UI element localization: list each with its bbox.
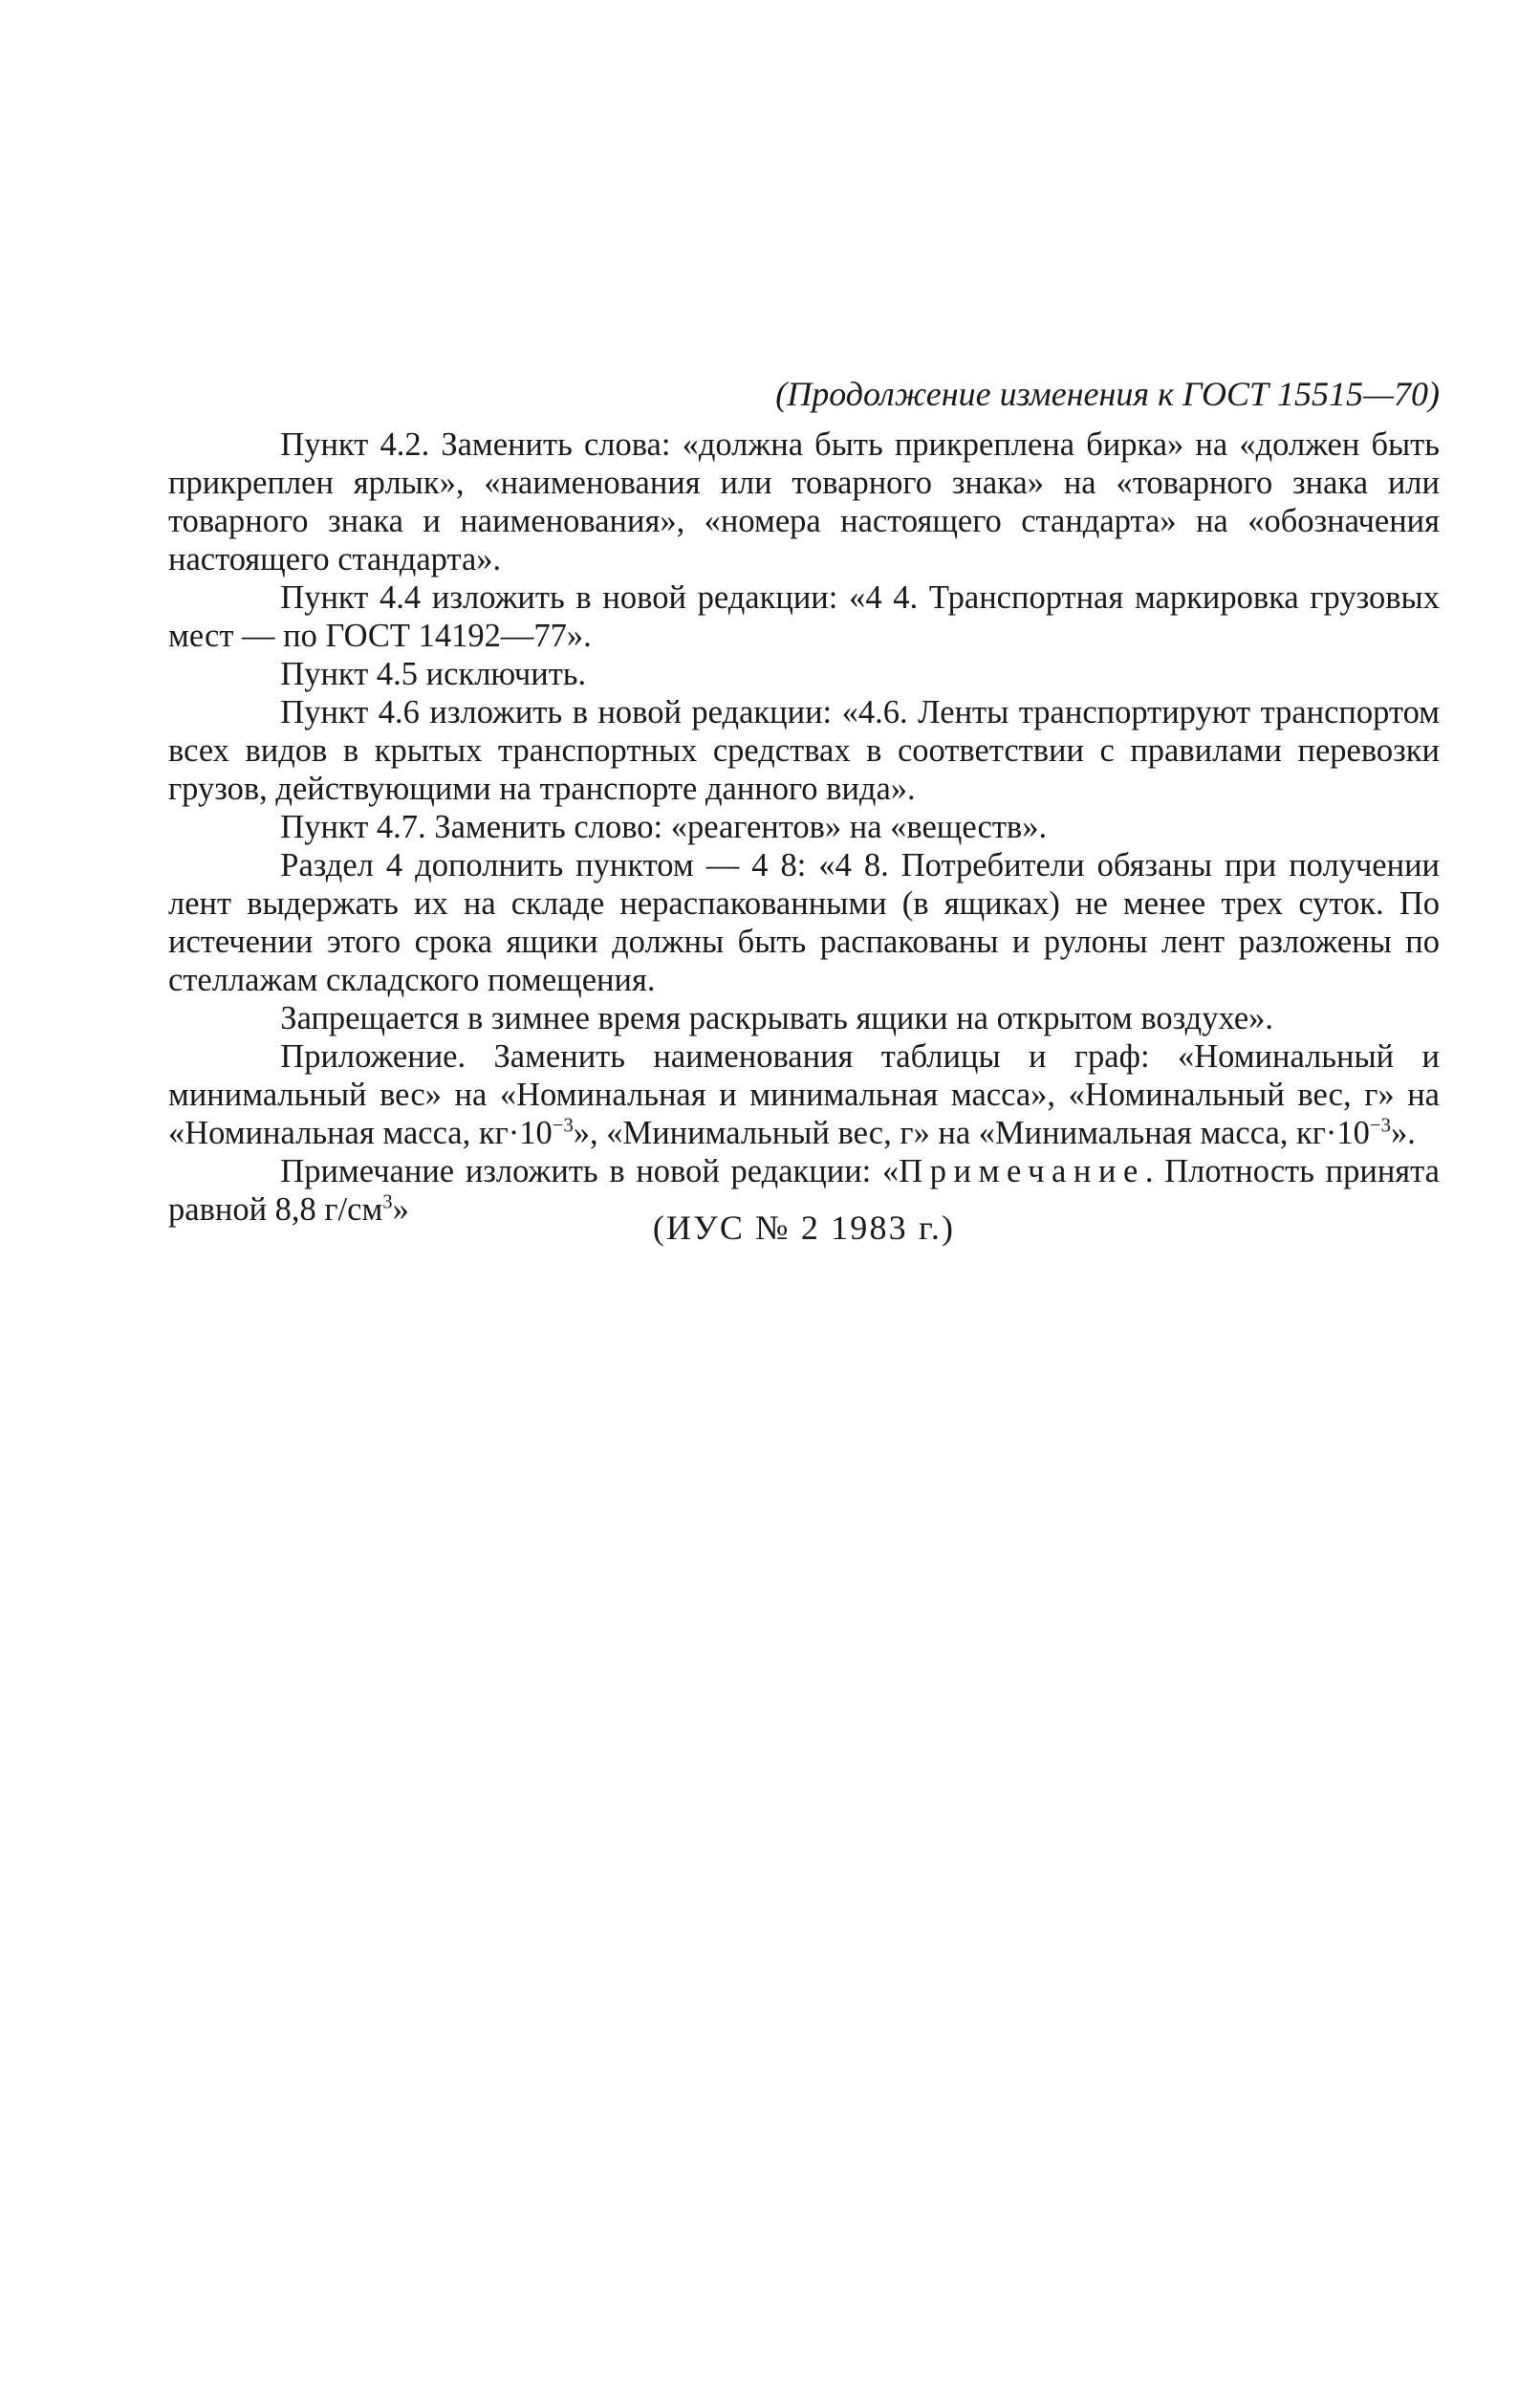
paragraph-item-4-5: Пункт 4.5 исключить.	[280, 656, 587, 692]
appendix-exponent-1: −3	[552, 1115, 574, 1137]
paragraph-section-4-addition: Раздел 4 дополнить пунктом — 4 8: «4 8. Потребители обязаны при получении лент выдержать их на складе нераспакованными (в ящиках) не менее трех суток. По истечении этого срока ящики должны быть распакованы и рулоны лент разложены по стеллажам складского помещения.	[168, 847, 1440, 998]
paragraph-item-4-7: Пункт 4.7. Заменить слово: «реагентов» на «веществ».	[280, 809, 1048, 845]
note-tail-text: . Плотность принята равной 8,8 г/см	[168, 1153, 1440, 1228]
paragraph-appendix	[168, 1037, 1440, 1152]
appendix-text-part-2: », «Минимальный вес, г» на «Минимальная масса, кг·10	[573, 1115, 1370, 1151]
continuation-header: (Продолжение изменения к ГОСТ 15515—70)	[775, 375, 1440, 413]
note-exponent: 3	[382, 1191, 393, 1213]
paragraph-winter-restriction: Запрещается в зимнее время раскрывать ящики на открытом воздухе».	[280, 1000, 1274, 1036]
appendix-text-part-3: ».	[1390, 1115, 1416, 1151]
note-spaced-word: Примечание	[899, 1153, 1145, 1189]
paragraph-item-4-6: Пункт 4.6 изложить в новой редакции: «4.6. Ленты транспортируют транспортом всех видов в крытых транспортных средствах в соответствии с правилами перевозки грузов, действующими на транспорте данного вида».	[168, 694, 1440, 807]
appendix-text-part-1: Приложение. Заменить наименования таблицы и граф: «Номинальный и минимальный вес» на «Номинальная и минимальная масса», «Номинальный вес, г» на «Номинальная масса, кг·10	[168, 1038, 1440, 1151]
appendix-exponent-2: −3	[1369, 1115, 1391, 1137]
source-reference: (ИУС № 2 1983 г.)	[652, 1209, 956, 1247]
paragraph-item-4-2: Пункт 4.2. Заменить слова: «должна быть прикреплена бирка» на «должен быть прикреплен ярлык», «наименования или товарного знака» на «товарного знака или товарного знака и наименования», «номера настоящего стандарта» на «обозначения настоящего стандарта».	[168, 426, 1440, 578]
note-close-quote: »	[392, 1191, 409, 1228]
note-lead-text: Примечание изложить в новой редакции: «	[280, 1153, 900, 1189]
paragraph-item-4-4: Пункт 4.4 изложить в новой редакции: «4 4. Транспортная маркировка грузовых мест — по ГОСТ 14192—77».	[168, 579, 1440, 654]
amendment-text	[168, 425, 1440, 1229]
